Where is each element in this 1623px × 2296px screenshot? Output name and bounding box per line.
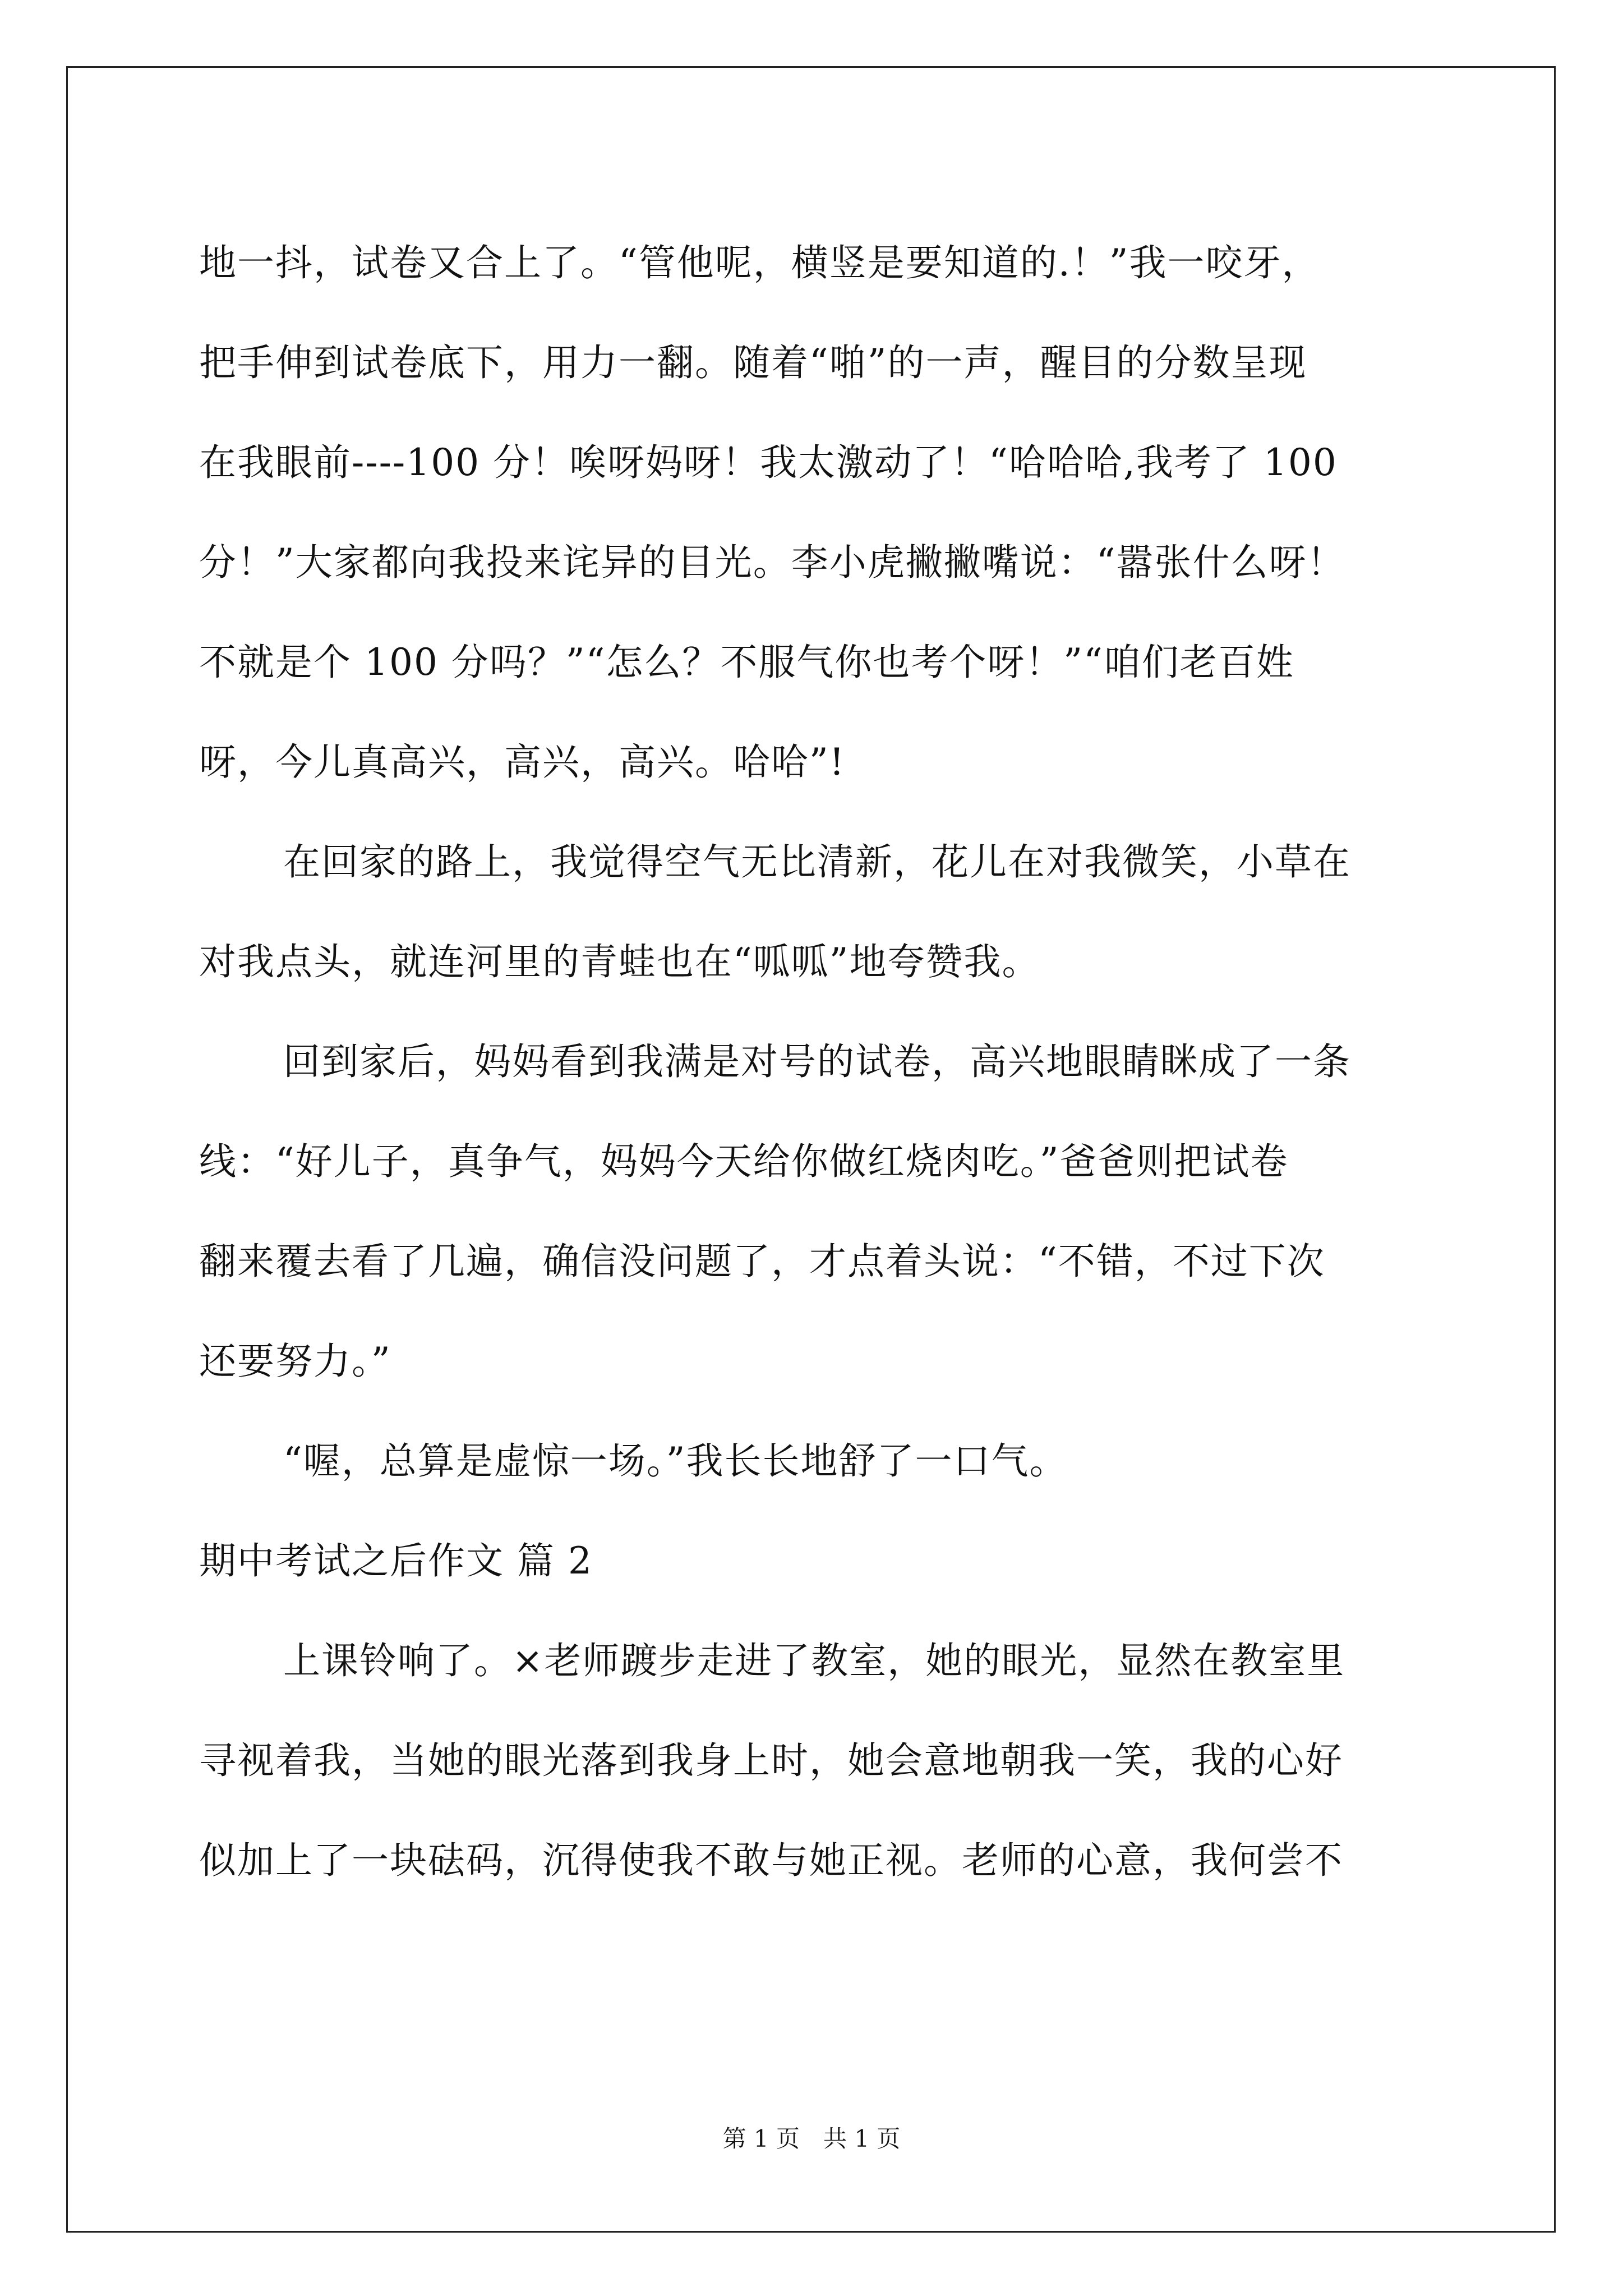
text-line-15: 上课铃响了。×老师踱步走进了教室，她的眼光，显然在教室里 <box>283 1639 1345 1682</box>
text-line-5: 不就是个 100 分吗？”“怎么？不服气你也考个呀！”“咱们老百姓 <box>199 641 1294 684</box>
text-line-3: 在我眼前----100 分！唉呀妈呀！我太激动了！“哈哈哈,我考了 100 <box>199 441 1338 484</box>
text-line-16: 寻视着我，当她的眼光落到我身上时，她会意地朝我一笑，我的心好 <box>199 1739 1343 1782</box>
text-line-9: 回到家后，妈妈看到我满是对号的试卷，高兴地眼睛眯成了一条 <box>283 1040 1351 1083</box>
text-line-11: 翻来覆去看了几遍，确信没问题了，才点着头说：“不错，不过下次 <box>199 1240 1325 1283</box>
text-line-17: 似加上了一块砝码，沉得使我不敢与她正视。老师的心意，我何尝不 <box>199 1839 1343 1882</box>
text-line-1: 地一抖，试卷又合上了。“管他呢，横竖是要知道的.！”我一咬牙， <box>199 241 1320 284</box>
text-line-7: 在回家的路上，我觉得空气无比清新，花儿在对我微笑，小草在 <box>283 840 1351 884</box>
text-line-12: 还要努力。” <box>199 1340 391 1383</box>
text-line-13: “喔，总算是虚惊一场。”我长长地舒了一口气。 <box>283 1439 1068 1483</box>
text-line-8: 对我点头，就连河里的青蛙也在“呱呱”地夸赞我。 <box>199 940 1040 983</box>
text-line-4: 分！”大家都向我投来诧异的目光。李小虎撇撇嘴说：“嚣张什么呀！ <box>199 541 1345 584</box>
page-footer: 第 1 页 共 1 页 <box>722 2125 901 2152</box>
document-body <box>199 213 1433 1911</box>
text-line-10: 线：“好儿子，真争气，妈妈今天给你做红烧肉吃。”爸爸则把试卷 <box>199 1140 1289 1183</box>
text-line-6: 呀，今儿真高兴，高兴，高兴。哈哈”! <box>199 740 846 784</box>
section-heading: 期中考试之后作文 篇 2 <box>199 1539 593 1582</box>
text-line-2: 把手伸到试卷底下，用力一翻。随着“啪”的一声，醒目的分数呈现 <box>199 341 1307 384</box>
